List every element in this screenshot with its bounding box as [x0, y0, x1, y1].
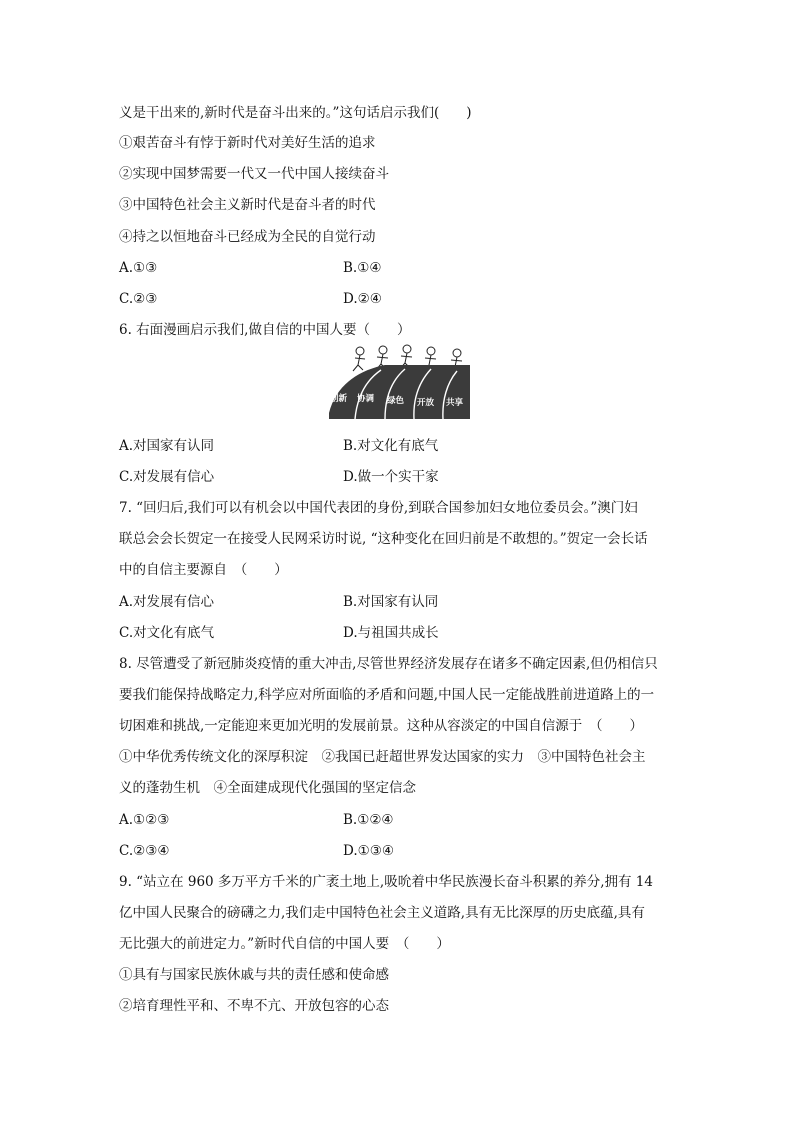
- q7-option-d: D.与祖国共成长: [343, 625, 439, 641]
- q5-option-c: C.②③: [119, 291, 158, 307]
- q8-stem-line-2: 要我们能保持战略定力,科学应对所面临的矛盾和问题,中国人民一定能战胜前进道路上的一: [119, 687, 655, 703]
- q5-statement-4: ④持之以恒地奋斗已经成为全民的自觉行动: [119, 229, 376, 245]
- q7-option-c: C.对文化有底气: [119, 625, 215, 641]
- q8-option-d: D.①③④: [343, 843, 394, 859]
- cartoon-image: [325, 343, 473, 421]
- track-label-1: 创新: [330, 394, 348, 404]
- q5-stem-tail: 义是干出来的,新时代是奋斗出来的。”这句话启示我们( ): [119, 105, 472, 121]
- q7-option-a: A.对发展有信心: [119, 594, 215, 610]
- track-label-3: 绿色: [387, 396, 405, 406]
- track-label-5: 共享: [446, 398, 464, 408]
- track-base: [329, 365, 470, 419]
- track-label-4: 开放: [417, 398, 435, 408]
- q7-option-b: B.对国家有认同: [343, 594, 439, 610]
- q5-option-d: D.②④: [343, 291, 382, 307]
- q5-statement-3: ③中国特色社会主义新时代是奋斗者的时代: [119, 197, 376, 213]
- q7-stem-line-1: 7. “回归后,我们可以有机会以中国代表团的身份,到联合国参加妇女地位委员会。”澳门妇: [119, 500, 638, 516]
- q8-option-c: C.②③④: [119, 843, 170, 859]
- q9-stem-line-3: 无比强大的前进定力。”新时代自信的中国人要 （ ）: [119, 936, 450, 952]
- q6-stem: 6. 右面漫画启示我们,做自信的中国人要（ ）: [119, 322, 411, 338]
- q7-stem-line-3: 中的自信主要源自 （ ）: [119, 562, 288, 578]
- q9-statement-1: ①具有与国家民族休戚与共的责任感和使命感: [119, 967, 389, 983]
- q8-option-a: A.①②③: [119, 812, 170, 828]
- q6-option-d: D.做一个实干家: [343, 469, 439, 485]
- q6-option-b: B.对文化有底气: [343, 438, 439, 454]
- track-label-2: 协调: [357, 394, 375, 404]
- q8-statements-line-2: 义的蓬勃生机 ④全面建成现代化强国的坚定信念: [119, 780, 416, 796]
- q9-stem-line-2: 亿中国人民聚合的磅礴之力,我们走中国特色社会主义道路,具有无比深厚的历史底蕴,具有: [119, 905, 645, 921]
- q5-option-b: B.①④: [343, 260, 382, 276]
- q5-option-a: A.①③: [119, 260, 158, 276]
- q5-statement-2: ②实现中国梦需要一代又一代中国人接续奋斗: [119, 166, 389, 182]
- q8-option-b: B.①②④: [343, 812, 394, 828]
- q8-stem-line-3: 切困难和挑战,一定能迎来更加光明的发展前景。这种从容淡定的中国自信源于 （ ）: [119, 718, 644, 734]
- q6-option-a: A.对国家有认同: [119, 438, 215, 454]
- q9-stem-line-1: 9. “站立在 960 多万平方千米的广袤土地上,吸吮着中华民族漫长奋斗积累的养分,拥有 14: [119, 874, 653, 890]
- q5-statement-1: ①艰苦奋斗有悖于新时代对美好生活的追求: [119, 135, 376, 151]
- q8-stem-line-1: 8. 尽管遭受了新冠肺炎疫情的重大冲击,尽管世界经济发展存在诸多不确定因素,但仍相信只: [119, 656, 658, 672]
- q8-statements-line-1: ①中华优秀传统文化的深厚积淀 ②我国已赶超世界发达国家的实力 ③中国特色社会主: [119, 749, 646, 765]
- q6-option-c: C.对发展有信心: [119, 469, 215, 485]
- q7-stem-line-2: 联总会会长贺定一在接受人民网采访时说, “这种变化在回归前是不敢想的。”贺定一会长话: [119, 531, 648, 547]
- q9-statement-2: ②培育理性平和、不卑不亢、开放包容的心态: [119, 998, 389, 1014]
